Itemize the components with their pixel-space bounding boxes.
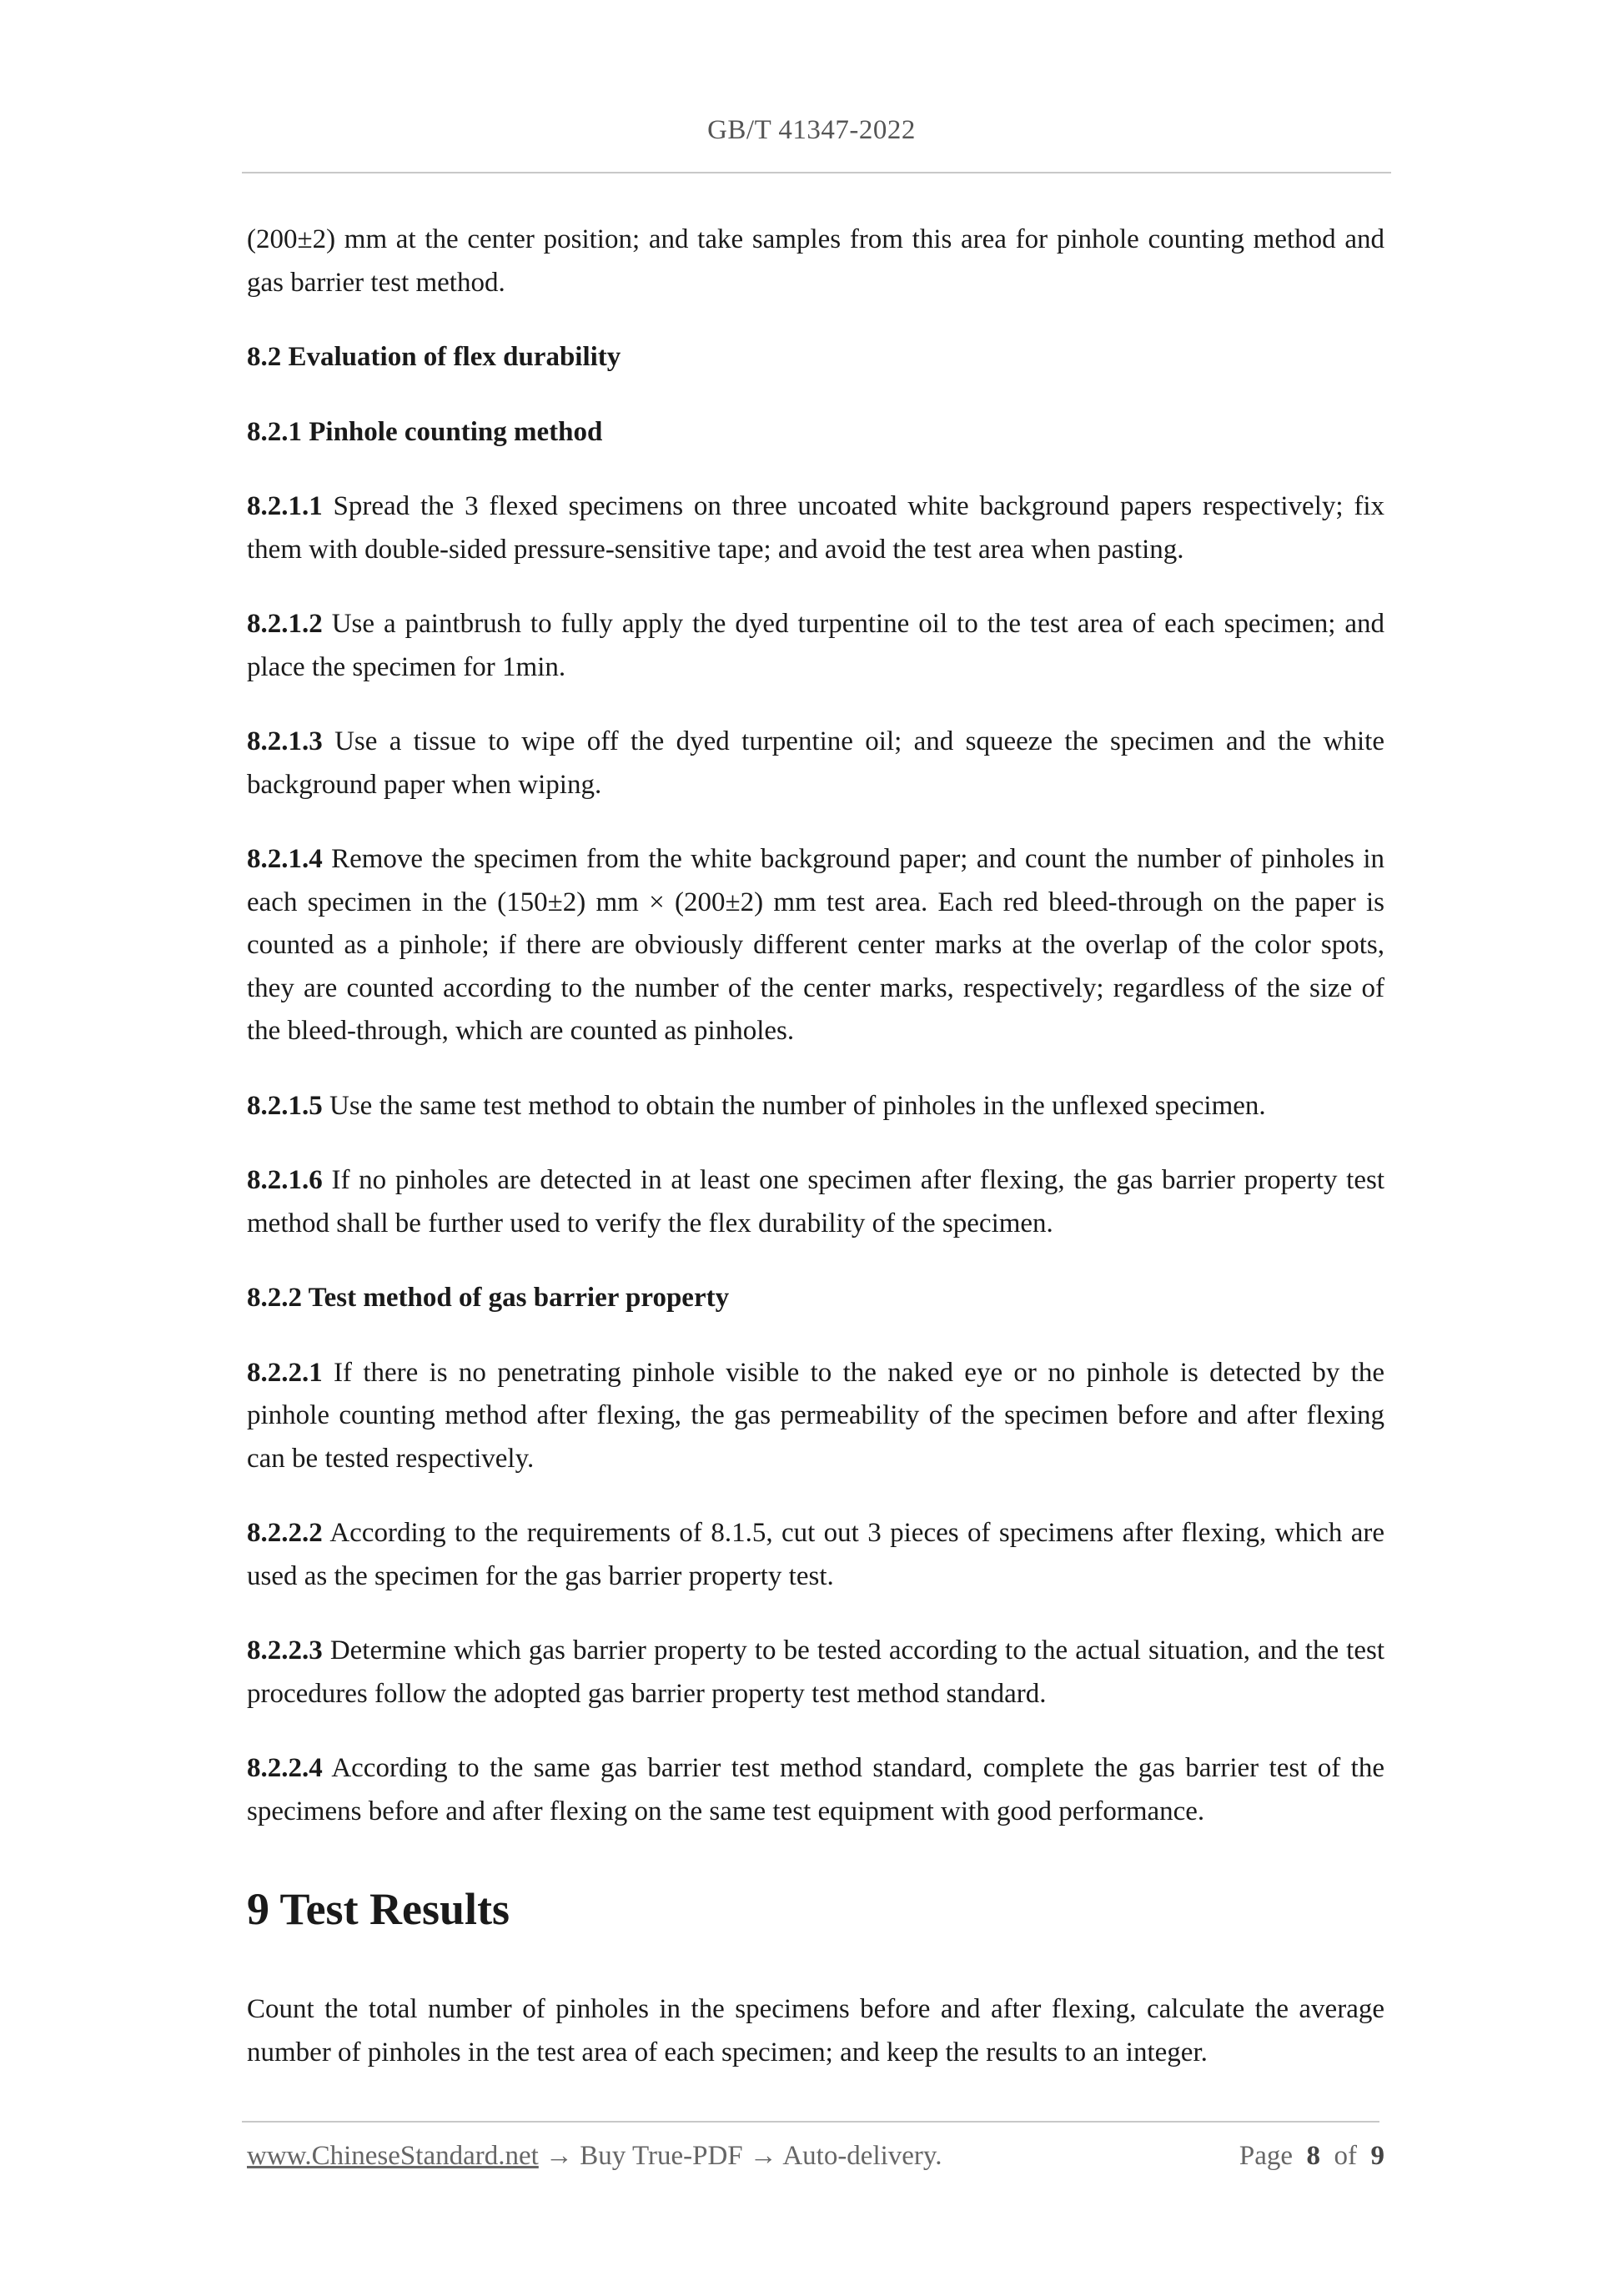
clause-8-2-2-2: [247, 1512, 1384, 1598]
clause-8-2-1-1: [247, 485, 1384, 571]
clause-number: 8.2.1.6: [247, 1165, 323, 1195]
arrow-right-icon: →: [742, 2141, 783, 2171]
document-body: [247, 219, 1384, 2106]
clause-text: Remove the specimen from the white background paper; and count the number of pinholes in each specimen in the (150±2) mm × (200±2) mm test area. Each red bleed-through on the paper is counted as a pinhole; if there are obviously different center marks at the overlap of the color spots, they are counted according to the number of the center marks, respectively; regardless of the size of the bleed-through, which are counted as pinholes.: [247, 844, 1384, 1046]
clause-text: Determine which gas barrier property to be tested according to the actual situation, and the test procedures follow the adopted gas barrier property test method standard.: [247, 1635, 1384, 1709]
auto-delivery-text: Auto-delivery.: [782, 2141, 942, 2171]
clause-number: 8.2.1.5: [247, 1090, 323, 1121]
heading-9-test-results: 9 Test Results: [247, 1884, 510, 1934]
clause-text: If no pinholes are detected in at least one specimen after flexing, the gas barrier property test method shall be further used to verify the flex durability of the specimen.: [247, 1165, 1384, 1238]
clause-number: 8.2.2.4: [247, 1753, 323, 1783]
heading-8-2-1: 8.2.1 Pinhole counting method: [247, 416, 603, 447]
paragraph-continued: (200±2) mm at the center position; and take samples from this area for pinhole counting method and gas barrier test method.: [247, 224, 1384, 298]
page-footer: [247, 2141, 1384, 2178]
clause-8-2-1-2: [247, 603, 1384, 689]
site-link[interactable]: www.ChineseStandard.net: [247, 2141, 539, 2171]
page-number: 8: [1306, 2141, 1320, 2171]
clause-8-2-2-3: [247, 1630, 1384, 1716]
page-total: 9: [1370, 2141, 1384, 2171]
clause-text: According to the same gas barrier test method standard, complete the gas barrier test of the specimens before and after flexing on the same test equipment with good performance.: [247, 1753, 1384, 1826]
buy-true-pdf-text: Buy True-PDF: [580, 2141, 743, 2171]
clause-number: 8.2.1.4: [247, 844, 323, 874]
clause-number: 8.2.1.1: [247, 491, 323, 521]
clause-number: 8.2.2.2: [247, 1518, 323, 1548]
clause-number: 8.2.1.3: [247, 726, 323, 756]
page-indicator: [1239, 2141, 1384, 2172]
clause-number: 8.2.2.1: [247, 1357, 323, 1388]
page-label: Page: [1239, 2141, 1293, 2171]
heading-8-2: 8.2 Evaluation of flex durability: [247, 342, 621, 372]
footer-promo: [247, 2141, 942, 2172]
page-header-title: GB/T 41347-2022: [707, 115, 916, 145]
clause-8-2-1-6: [247, 1159, 1384, 1245]
clause-text: According to the requirements of 8.1.5, cut out 3 pieces of specimens after flexing, which are used as the specimen for the gas barrier property test.: [247, 1518, 1384, 1591]
clause-8-2-2-4: [247, 1747, 1384, 1833]
clause-number: 8.2.1.2: [247, 609, 323, 639]
clause-8-2-1-3: [247, 721, 1384, 806]
clause-number: 8.2.2.3: [247, 1635, 323, 1665]
header-divider: [242, 172, 1391, 173]
clause-text: Use the same test method to obtain the number of pinholes in the unflexed specimen.: [322, 1090, 1266, 1121]
of-label: of: [1334, 2141, 1357, 2171]
clause-8-2-1-5: [247, 1085, 1384, 1128]
clause-text: Use a tissue to wipe off the dyed turpentine oil; and squeeze the specimen and the white background paper when wiping.: [247, 726, 1384, 800]
clause-text: If there is no penetrating pinhole visible to the naked eye or no pinhole is detected by the pinhole counting method after flexing, the gas permeability of the specimen before and after flexing can be tested respectively.: [247, 1357, 1384, 1474]
clause-text: Use a paintbrush to fully apply the dyed turpentine oil to the test area of each specimen; and place the specimen for 1min.: [247, 609, 1384, 682]
results-paragraph: Count the total number of pinholes in the specimens before and after flexing, calculate the average number of pinholes in the test area of each specimen; and keep the results to an integer.: [247, 1994, 1384, 2067]
footer-divider: [242, 2121, 1379, 2123]
clause-8-2-2-1: [247, 1352, 1384, 1481]
heading-8-2-2: 8.2.2 Test method of gas barrier property: [247, 1283, 730, 1313]
arrow-right-icon: →: [538, 2141, 580, 2171]
clause-8-2-1-4: [247, 838, 1384, 1053]
clause-text: Spread the 3 flexed specimens on three uncoated white background papers respectively; fix them with double-sided pressure-sensitive tape; and avoid the test area when pasting.: [247, 491, 1384, 565]
